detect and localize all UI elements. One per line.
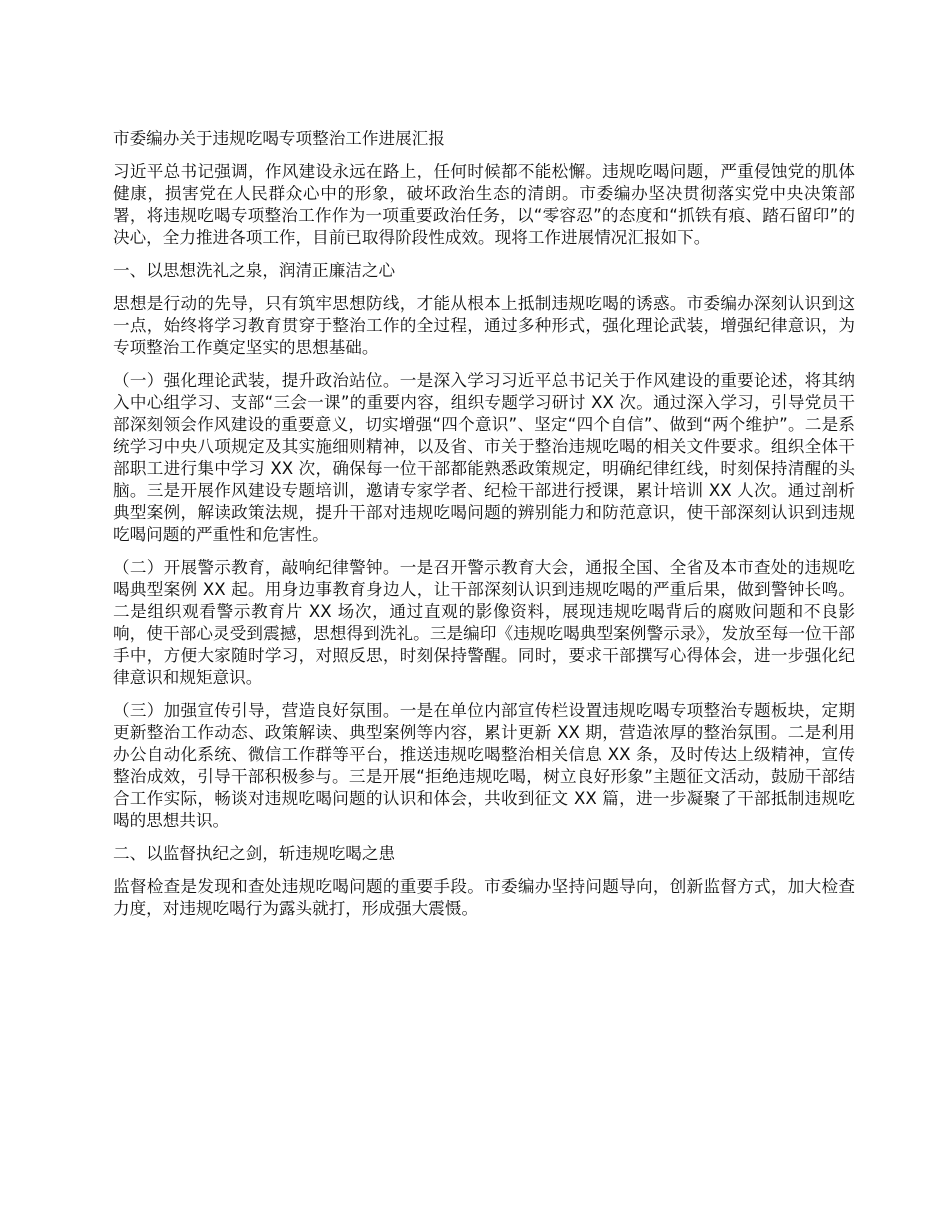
section-1-item-3-paragraph: （三）加强宣传引导，营造良好氛围。一是在单位内部宣传栏设置违规吃喝专项整治专题板块，定期更新整治工作动态、政策解读、典型案例等内容，累计更新 XX 期，营造浓厚的整治氛围。二是利用办公自动化系统、微信工作群等平台，推送违规吃喝整治相关信息 XX 条，及时传达上级精神，宣传整治成效，引导干部积极参与。三是开展“拒绝违规吃喝，树立良好形象”主题征文活动，鼓励干部结合工作实际，畅谈对违规吃喝问题的认识和体会，共收到征文 XX 篇，进一步凝聚了干部抵制违规吃喝的思想共识。 (113, 701, 855, 830)
document-title: 市委编办关于违规吃喝专项整治工作进展汇报 (113, 129, 445, 148)
section-1-item-1-paragraph: （一）强化理论武装，提升政治站位。一是深入学习习近平总书记关于作风建设的重要论述，将其纳入中心组学习、支部“三会一课”的重要内容，组织专题学习研讨 XX 次。通过深入学习，引导党员干部深刻领会作风建设的重要意义，切实增强“四个意识”、坚定“四个自信”、做到“两个维护”。二是系统学习中央八项规定及其实施细则精神，以及省、市关于整治违规吃喝的相关文件要求。组织全体干部职工进行集中学习 XX 次，确保每一位干部都能熟悉政策规定，明确纪律红线，时刻保持清醒的头脑。三是开展作风建设专题培训，邀请专家学者、纪检干部进行授课，累计培训 XX 人次。通过剖析典型案例，解读政策法规，提升干部对违规吃喝问题的辨别能力和防范意识，使干部深刻认识到违规吃喝问题的严重性和危害性。 (113, 371, 855, 544)
section-2-heading: 二、以监督执纪之剑，斩违规吃喝之患 (113, 844, 396, 863)
section-1-heading: 一、以思想洗礼之泉，润清正廉洁之心 (113, 261, 396, 280)
document-page (113, 128, 855, 931)
section-2-intro-paragraph: 监督检查是发现和查处违规吃喝问题的重要手段。市委编办坚持问题导向，创新监督方式，加大检查力度，对违规吃喝行为露头就打，形成强大震慑。 (113, 877, 855, 918)
section-1-item-2-paragraph: （二）开展警示教育，敲响纪律警钟。一是召开警示教育大会，通报全国、全省及本市查处的违规吃喝典型案例 XX 起。用身边事教育身边人，让干部深刻认识到违规吃喝的严重后果，做到警钟长鸣。二是组织观看警示教育片 XX 场次，通过直观的影像资料，展现违规吃喝背后的腐败问题和不良影响，使干部心灵受到震撼，思想得到洗礼。三是编印《违规吃喝典型案例警示录》，发放至每一位干部手中，方便大家随时学习，对照反思，时刻保持警醒。同时，要求干部撰写心得体会，进一步强化纪律意识和规矩意识。 (113, 558, 855, 687)
intro-paragraph: 习近平总书记强调，作风建设永远在路上，任何时候都不能松懈。违规吃喝问题，严重侵蚀党的肌体健康，损害党在人民群众心中的形象，破坏政治生态的清朗。市委编办坚决贯彻落实党中央决策部署，将违规吃喝专项整治工作作为一项重要政治任务，以“零容忍”的态度和“抓铁有痕、踏石留印”的决心，全力推进各项工作，目前已取得阶段性成效。现将工作进展情况汇报如下。 (113, 162, 855, 247)
section-1-intro-paragraph: 思想是行动的先导，只有筑牢思想防线，才能从根本上抵制违规吃喝的诱惑。市委编办深刻认识到这一点，始终将学习教育贯穿于整治工作的全过程，通过多种形式，强化理论武装，增强纪律意识，为专项整治工作奠定坚实的思想基础。 (113, 294, 855, 357)
